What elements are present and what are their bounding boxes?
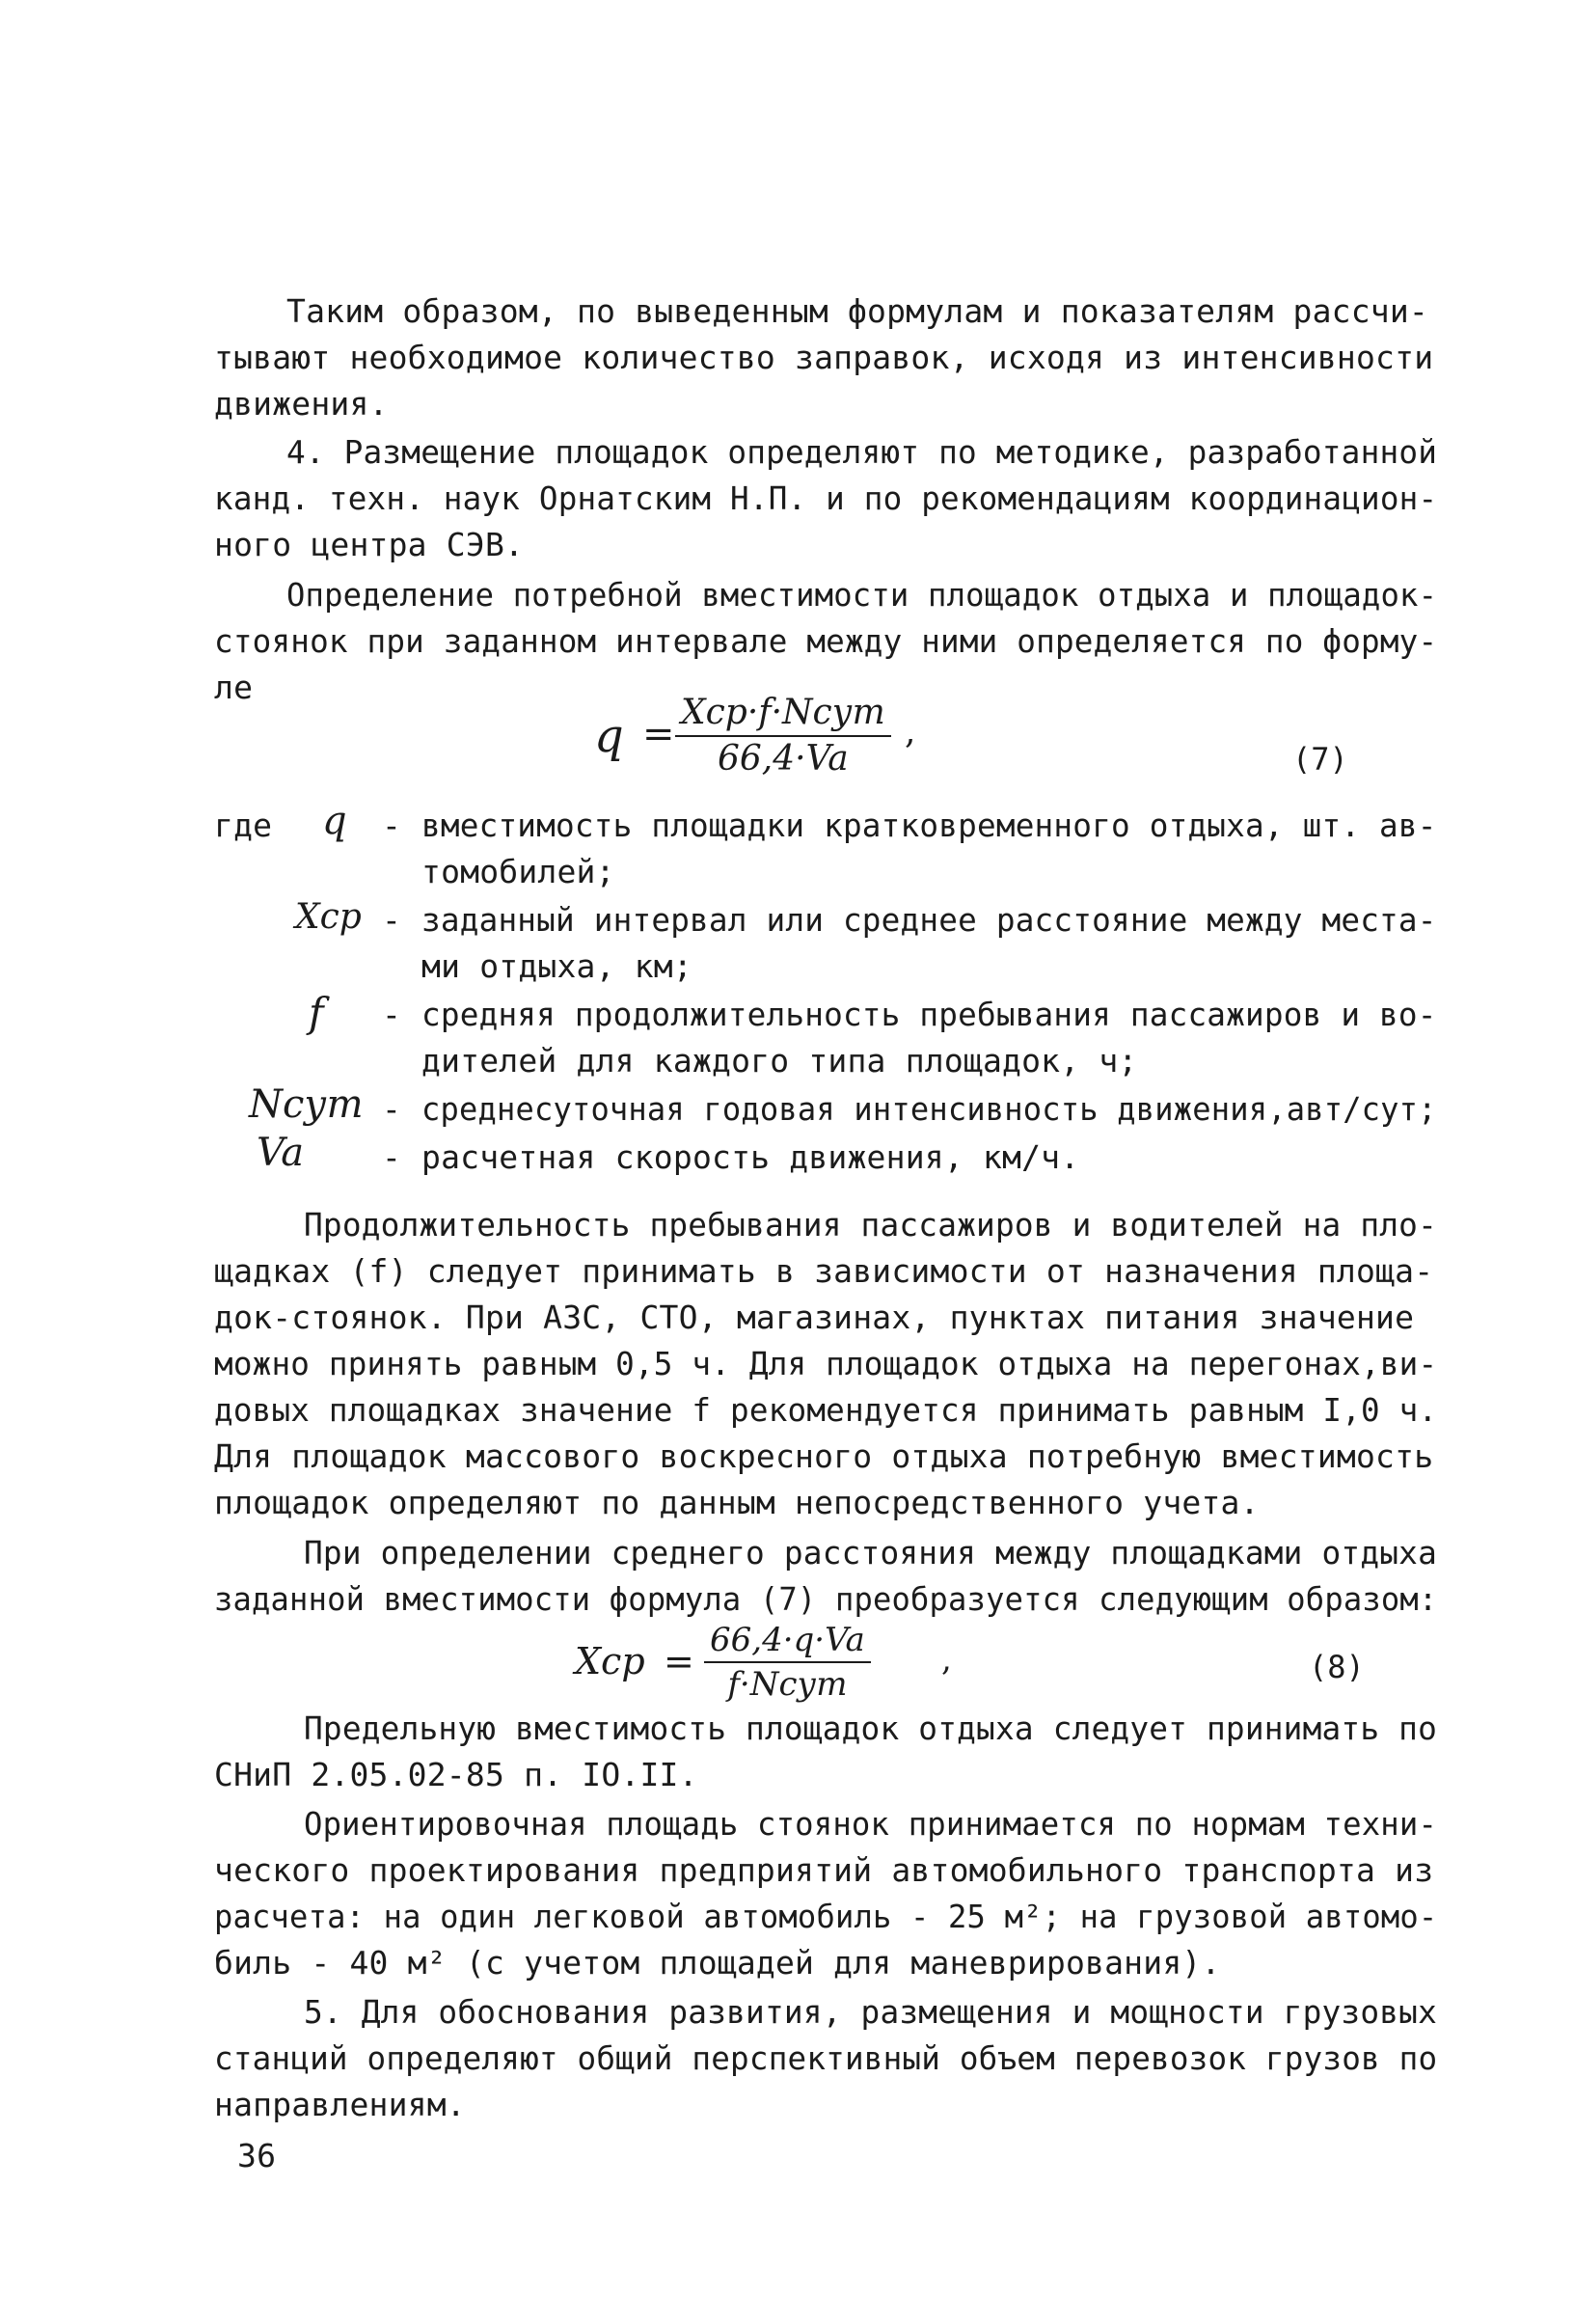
text-line: 4. Размещение площадок определяют по методике, разработанной (286, 433, 1438, 471)
definition-dash: - (382, 807, 402, 844)
formula-8-comma: , (941, 1640, 952, 1679)
formula-8-numerator: 66,4·q·Va (704, 1621, 871, 1663)
text-line: 5. Для обоснования развития, размещения и мощности грузовых (304, 1993, 1438, 2031)
formula-7-denominator: 66,4·Va (717, 739, 849, 779)
text-line: направлениям. (214, 2086, 466, 2123)
text-line: Ориентировочная площадь стоянок принимается по нормам техни- (304, 1805, 1438, 1843)
definition-text: расчетная скорость движения, км/ч. (421, 1138, 1080, 1176)
definition-text: средняя продолжительность пребывания пассажиров и во- (421, 996, 1437, 1033)
text-line: щадках (f) следует принимать в зависимости от назначения площа- (214, 1252, 1434, 1290)
formula-8-lhs: Xср (575, 1640, 645, 1682)
definition-dash: - (382, 996, 402, 1033)
formula-7-comma: , (905, 712, 916, 752)
definition-text: заданный интервал или среднее расстояние между места- (421, 901, 1437, 939)
formula-8-equals: = (664, 1640, 694, 1682)
definition-symbol: q (322, 799, 347, 843)
definition-text: ми отдыха, км; (421, 947, 692, 985)
definition-symbol: Va (257, 1131, 305, 1175)
page-number: 36 (237, 2137, 277, 2174)
text-line: ного центра СЭВ. (214, 526, 525, 563)
text-line: движения. (214, 385, 389, 423)
definition-text: дителей для каждого типа площадок, ч; (421, 1042, 1138, 1080)
definition-dash: - (382, 1090, 402, 1128)
text-line: Продолжительность пребывания пассажиров и водителей на пло- (304, 1206, 1438, 1244)
definition-symbol: f (309, 989, 324, 1036)
text-line: довых площадках значение f рекомендуется принимать равным I,0 ч. (214, 1391, 1438, 1429)
formula-7-number: (7) (1292, 741, 1348, 778)
text-line: Таким образом, по выведенным формулам и показателям рассчи- (286, 292, 1428, 330)
text-line: тывают необходимое количество заправок, исходя из интенсивности (214, 339, 1434, 376)
text-line: Предельную вместимость площадок отдыха следует принимать по (304, 1709, 1438, 1747)
text-line: док-стоянок. При АЗС, СТО, магазинах, пунктах питания значение (214, 1299, 1415, 1336)
definition-dash: - (382, 1138, 402, 1176)
formula-7-fraction (675, 693, 891, 779)
text-line: ческого проектирования предприятий автомобильного транспорта из (214, 1851, 1434, 1889)
text-line: станций определяют общий перспективный объем перевозок грузов по (214, 2039, 1438, 2077)
definition-dash: - (382, 901, 402, 939)
definition-symbol: Nсут (249, 1082, 364, 1127)
formula-7-equals: = (642, 712, 675, 756)
text-line: СНиП 2.05.02-85 п. IO.II. (214, 1756, 698, 1793)
text-line: расчета: на один легковой автомобиль - 25 м²; на грузовой автомо- (214, 1898, 1438, 1935)
text-line: При определении среднего расстояния между площадками отдыха (304, 1534, 1438, 1572)
text-line: Для площадок массового воскресного отдыха потребную вместимость (214, 1437, 1434, 1475)
text-line: стоянок при заданном интервале между ними определяется по форму- (214, 622, 1438, 660)
text-line: заданной вместимости формула (7) преобразуется следующим образом: (214, 1580, 1438, 1618)
definition-text: вместимость площадки кратковременного отдыха, шт. ав- (421, 807, 1437, 844)
text-line: можно принять равным 0,5 ч. Для площадок отдыха на перегонах,ви- (214, 1345, 1438, 1382)
definition-symbol: Xср (295, 897, 362, 937)
definition-text: томобилей; (421, 853, 615, 890)
text-line: Определение потребной вместимости площадок отдыха и площадок- (286, 576, 1438, 614)
definition-text: среднесуточная годовая интенсивность движения,авт/сут; (421, 1090, 1437, 1128)
formula-8-denominator: f·Nсут (727, 1665, 848, 1704)
text-line: ле (214, 669, 254, 706)
text-line: канд. техн. наук Орнатским Н.П. и по рекомендациям координацион- (214, 479, 1438, 517)
text-line: биль - 40 м² (с учетом площадей для маневрирования). (214, 1944, 1221, 1982)
text-line: площадок определяют по данным непосредственного учета. (214, 1484, 1260, 1521)
formula-8-number: (8) (1309, 1649, 1365, 1685)
where-label: где (214, 807, 273, 844)
formula-8-fraction (704, 1621, 871, 1704)
formula-7-lhs: q (594, 709, 624, 763)
formula-7-numerator: Xср·f·Nсут (675, 693, 891, 737)
